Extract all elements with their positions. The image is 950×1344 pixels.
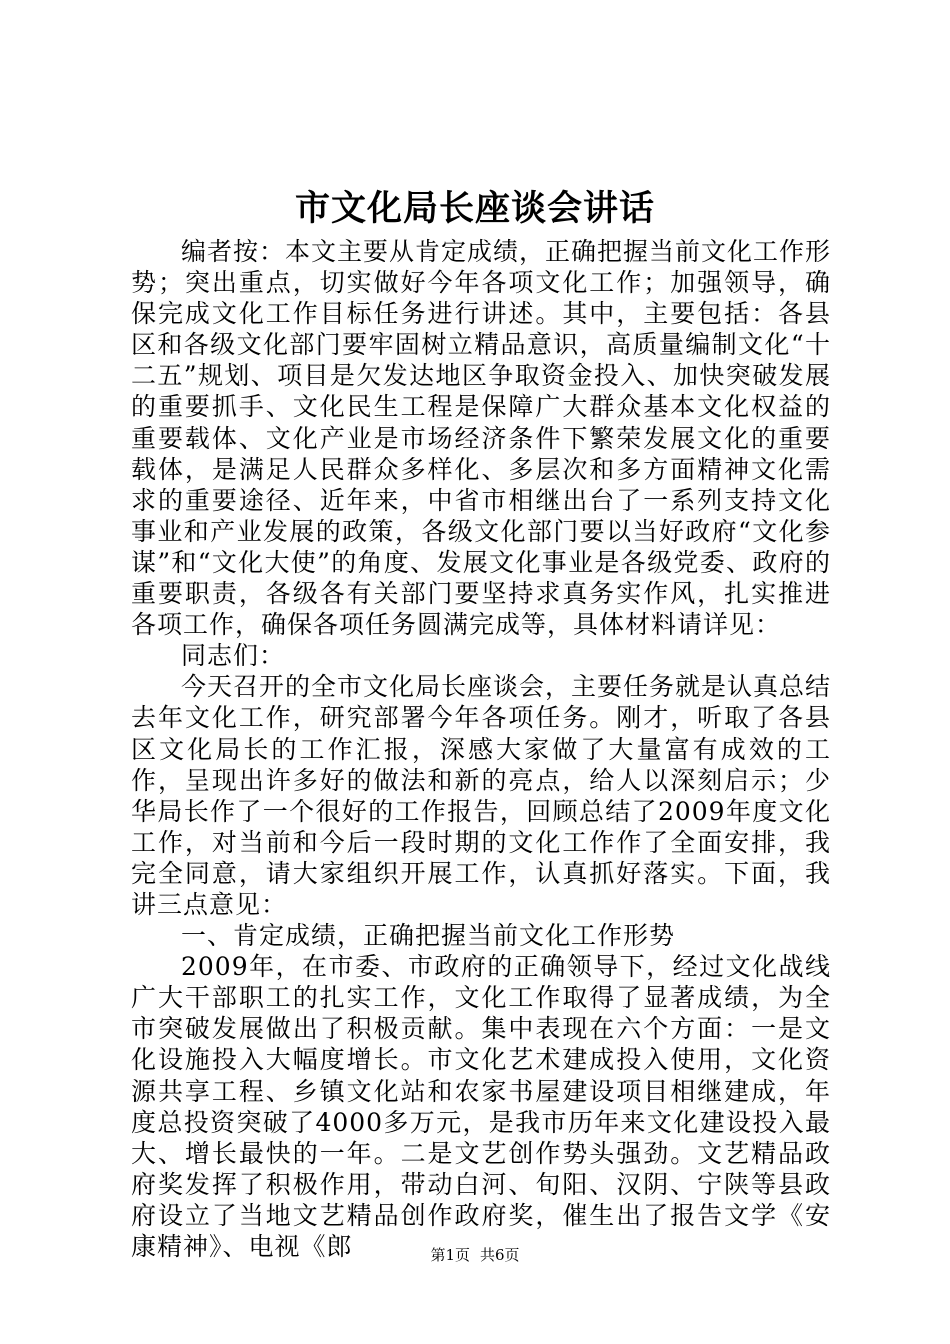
page-number: 第1页 xyxy=(430,1246,470,1264)
page-footer xyxy=(0,1245,950,1265)
document-body xyxy=(131,236,831,1262)
document-title: 市文化局长座谈会讲话 xyxy=(294,188,655,229)
achievements-paragraph: 2009年，在市委、市政府的正确领导下，经过文化战线广大干部职工的扎实工作，文化工作取得了显著成绩，为全市突破发展做出了积极贡献。集中表现在六个方面：一是文化设施投入大幅度增长。市文化艺术建成投入使用，文化资源共享工程、乡镇文化站和农家书屋建设项目相继建成，年度总投资突破了4000多万元，是我市历年来文化建设投入最大、增长最快的一年。二是文艺创作势头强劲。文艺精品政府奖发挥了积极作用，带动白河、旬阳、汉阴、宁陕等县政府设立了当地文艺精品创作政府奖，催生出了报告文学《安康精神》、电视《郎 xyxy=(131,952,831,1261)
editor-note-paragraph: 编者按：本文主要从肯定成绩，正确把握当前文化工作形势；突出重点，切实做好今年各项文化工作；加强领导，确保完成文化工作目标任务进行讲述。其中，主要包括：各县区和各级文化部门要牢固树立精品意识，高质量编制文化“十二五”规划、项目是欠发达地区争取资金投入、加快突破发展的重要抓手、文化民生工程是保障广大群众基本文化权益的重要载体、文化产业是市场经济条件下繁荣发展文化的重要载体，是满足人民群众多样化、多层次和多方面精神文化需求的重要途径、近年来，中省市相继出台了一系列支持文化事业和产业发展的政策，各级文化部门要以当好政府“文化参谋”和“文化大使”的角度、发展文化事业是各级党委、政府的重要职责，各级各有关部门要坚持求真务实作风，扎实推进各项工作，确保各项任务圆满完成等，具体材料请详见： xyxy=(131,237,832,640)
section-heading: 一、肯定成绩，正确把握当前文化工作形势 xyxy=(181,921,676,951)
page-total: 共6页 xyxy=(480,1246,520,1264)
intro-paragraph: 今天召开的全市文化局长座谈会，主要任务就是认真总结去年文化工作，研究部署今年各项任务。刚才，听取了各县区文化局长的工作汇报，深感大家做了大量富有成效的工作，呈现出许多好的做法和新的亮点，给人以深刻启示；少华局长作了一个很好的工作报告，回顾总结了2009年度文化工作，对当前和今后一段时期的文化工作作了全面安排，我完全同意，请大家组织开展工作，认真抓好落实。下面，我讲三点意见： xyxy=(131,672,832,919)
salutation-paragraph: 同志们： xyxy=(181,641,286,671)
